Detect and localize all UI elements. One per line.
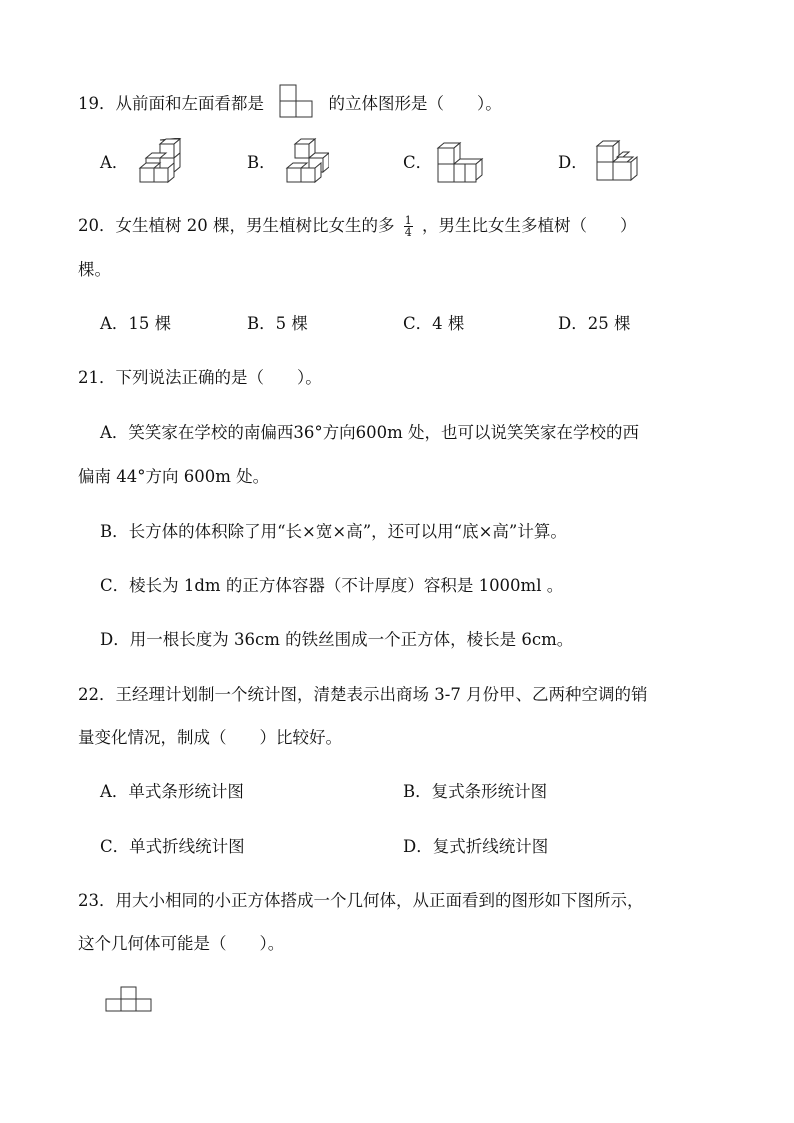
q23-stem-line1: 23．用大小相同的小正方体搭成一个几何体，从正面看到的图形如下图所示，	[78, 891, 644, 910]
q20-option-b[interactable]: B．5 棵	[247, 314, 308, 333]
q20-text-after: ，男生比女生多植树（ ）	[421, 216, 637, 235]
quarter-fraction	[404, 215, 413, 238]
q21-option-a-line2[interactable]: 偏南 44°方向 600m 处。	[78, 467, 270, 486]
q21-option-d[interactable]: D．用一根长度为 36cm 的铁丝围成一个正方体，棱长是 6cm。	[100, 630, 574, 649]
q20-option-c[interactable]: C．4 棵	[403, 314, 465, 333]
q22-option-a[interactable]: A．单式条形统计图	[100, 782, 244, 801]
q21-option-c[interactable]: C．棱长为 1dm 的正方体容器（不计厚度）容积是 1000ml 。	[100, 576, 564, 595]
q22-stem-line2: 量变化情况，制成（ ）比较好。	[78, 728, 342, 747]
view-shape-figure	[279, 84, 313, 125]
q20-text-before: 20．女生植树 20 棵，男生植树比女生的多	[78, 216, 395, 235]
q20-option-d[interactable]: D．25 棵	[558, 314, 631, 333]
q23-stem-line2: 这个几何体可能是（ ）。	[78, 934, 285, 953]
q21-option-b[interactable]: B．长方体的体积除了用“长×宽×高”，还可以用“底×高”计算。	[100, 522, 567, 541]
q22-option-d[interactable]: D．复式折线统计图	[403, 837, 549, 856]
q20-stem-line1	[78, 214, 636, 238]
q19-option-a-label[interactable]: A．	[100, 153, 129, 172]
q22-option-c[interactable]: C．单式折线统计图	[100, 837, 245, 856]
q20-stem-line2: 棵。	[78, 260, 111, 279]
fraction-numerator: 1	[404, 214, 412, 227]
fraction-denominator: 4	[404, 226, 412, 239]
q21-option-a-line1[interactable]: A．笑笑家在学校的南偏西36°方向600m 处，也可以说笑笑家在学校的西	[100, 423, 640, 442]
q19-stem	[78, 84, 502, 125]
q19-suffix: 的立体图形是（ ）。	[328, 94, 502, 113]
cube-stack-a-figure[interactable]	[138, 138, 182, 188]
q22-option-b[interactable]: B．复式条形统计图	[403, 782, 548, 801]
q20-option-a[interactable]: A．15 棵	[100, 314, 172, 333]
q19-option-d-label[interactable]: D．	[558, 153, 588, 172]
cube-stack-c-figure[interactable]	[436, 140, 486, 190]
q19-option-b-label[interactable]: B．	[247, 153, 276, 172]
cube-stack-d-figure[interactable]	[595, 138, 641, 188]
front-view-figure	[104, 986, 154, 1016]
q21-stem: 21．下列说法正确的是（ ）。	[78, 368, 322, 387]
q19-option-c-label[interactable]: C．	[403, 153, 433, 172]
q22-stem-line1: 22．王经理计划制一个统计图，清楚表示出商场 3-7 月份甲、乙两种空调的销	[78, 685, 648, 704]
cube-stack-b-figure[interactable]	[285, 136, 329, 188]
q19-prefix: 19．从前面和左面看都是	[78, 94, 264, 113]
